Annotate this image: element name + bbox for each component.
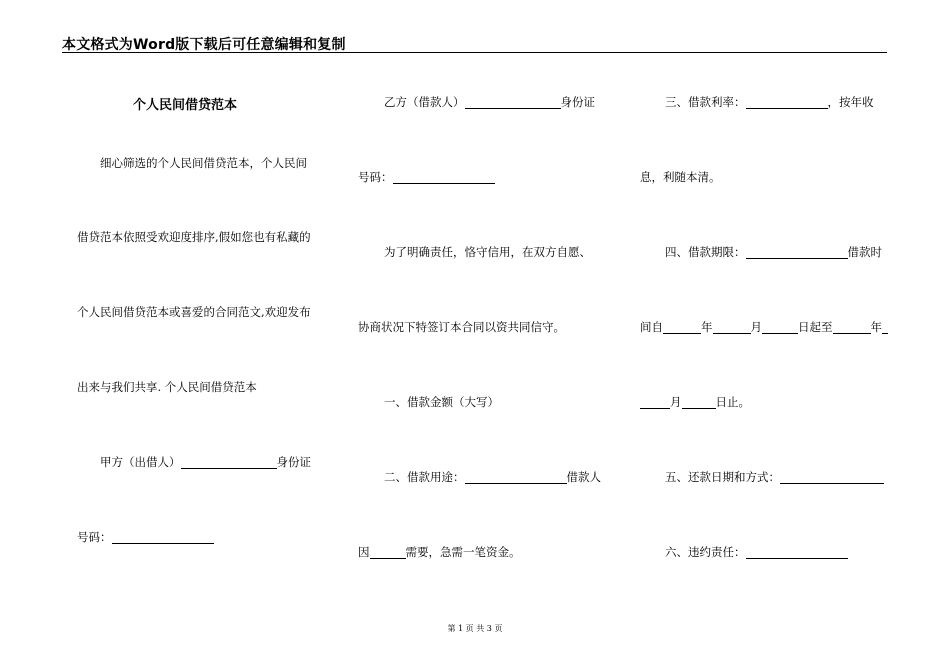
- blank-field: [746, 546, 848, 559]
- id-number-label: 号码：: [358, 170, 393, 184]
- term-label: 四、借款期限：: [665, 245, 746, 259]
- year-text: 年: [870, 320, 882, 334]
- blank-field: [370, 546, 406, 559]
- borrower-id-line: [358, 170, 495, 184]
- blank-field: [640, 396, 670, 409]
- blank-field: [465, 471, 567, 484]
- term-dates: [640, 320, 888, 334]
- blank-field: [663, 321, 701, 334]
- annual-text: ，按年收: [827, 95, 874, 109]
- blank-field: [882, 321, 888, 334]
- document-title: 个人民间借贷范本: [133, 98, 238, 113]
- clause-liability: [665, 545, 848, 559]
- blank-field: [762, 321, 798, 334]
- borrower-label: 乙方（借款人）: [384, 95, 465, 109]
- blank-field: [465, 96, 561, 109]
- blank-field: [780, 471, 884, 484]
- page-footer: 第 1 页 共 3 页: [447, 624, 503, 633]
- blank-field: [181, 456, 277, 469]
- from-text: 间自: [640, 320, 663, 334]
- end-text: 日止。: [715, 395, 750, 409]
- lender-id-line: [77, 530, 214, 544]
- paragraph-line: 个人民间借贷范本或喜爱的合同范文,欢迎发布: [77, 305, 311, 319]
- paragraph-line: 借贷范本依照受欢迎度排序,假如您也有私藏的: [77, 230, 311, 244]
- repayment-label: 五、还款日期和方式：: [665, 470, 780, 484]
- clause-interest: [665, 95, 874, 109]
- month-text: 月: [670, 395, 682, 409]
- purpose-continued: [358, 545, 521, 559]
- paragraph-line: 细心筛选的个人民间借贷范本，个人民间: [100, 156, 307, 170]
- paragraph-line: 出来与我们共享. 个人民间借贷范本: [77, 380, 257, 394]
- clause-purpose: [384, 470, 601, 484]
- paragraph-line: 为了明确责任，恪守信用，在双方自愿、: [384, 245, 591, 259]
- blank-field: [746, 246, 848, 259]
- id-number-label: 号码：: [77, 530, 112, 544]
- lender-label: 甲方（出借人）: [100, 455, 181, 469]
- lender-line: [100, 455, 311, 469]
- blank-field: [746, 96, 828, 109]
- id-label: 身份证: [276, 455, 311, 469]
- blank-field: [393, 171, 495, 184]
- borrow-time-text: 借款时: [847, 245, 882, 259]
- blank-field: [682, 396, 716, 409]
- paragraph-line: 协商状况下特签订本合同以资共同信守。: [358, 320, 565, 334]
- clause-repayment: [665, 470, 884, 484]
- clause-term: [665, 245, 882, 259]
- until-text: 日起至: [798, 320, 833, 334]
- interest-continued: 息，利随本清。: [640, 170, 721, 184]
- blank-field: [713, 321, 751, 334]
- month-text: 月: [750, 320, 762, 334]
- header-rule: [62, 52, 887, 53]
- year-text: 年: [701, 320, 713, 334]
- liability-label: 六、违约责任：: [665, 545, 746, 559]
- clause-amount: 一、借款金额（大写）: [384, 395, 499, 409]
- blank-field: [112, 531, 214, 544]
- id-label: 身份证: [560, 95, 595, 109]
- document-header-title: 本文格式为Word版下载后可任意编辑和复制: [62, 37, 346, 53]
- because-word: 因: [358, 545, 370, 559]
- interest-label: 三、借款利率：: [665, 95, 746, 109]
- need-text: 需要，急需一笔资金。: [405, 545, 521, 559]
- blank-field: [833, 321, 871, 334]
- purpose-label: 二、借款用途：: [384, 470, 465, 484]
- borrower-line: [384, 95, 595, 109]
- term-dates-continued: [640, 395, 750, 409]
- borrower-word: 借款人: [566, 470, 601, 484]
